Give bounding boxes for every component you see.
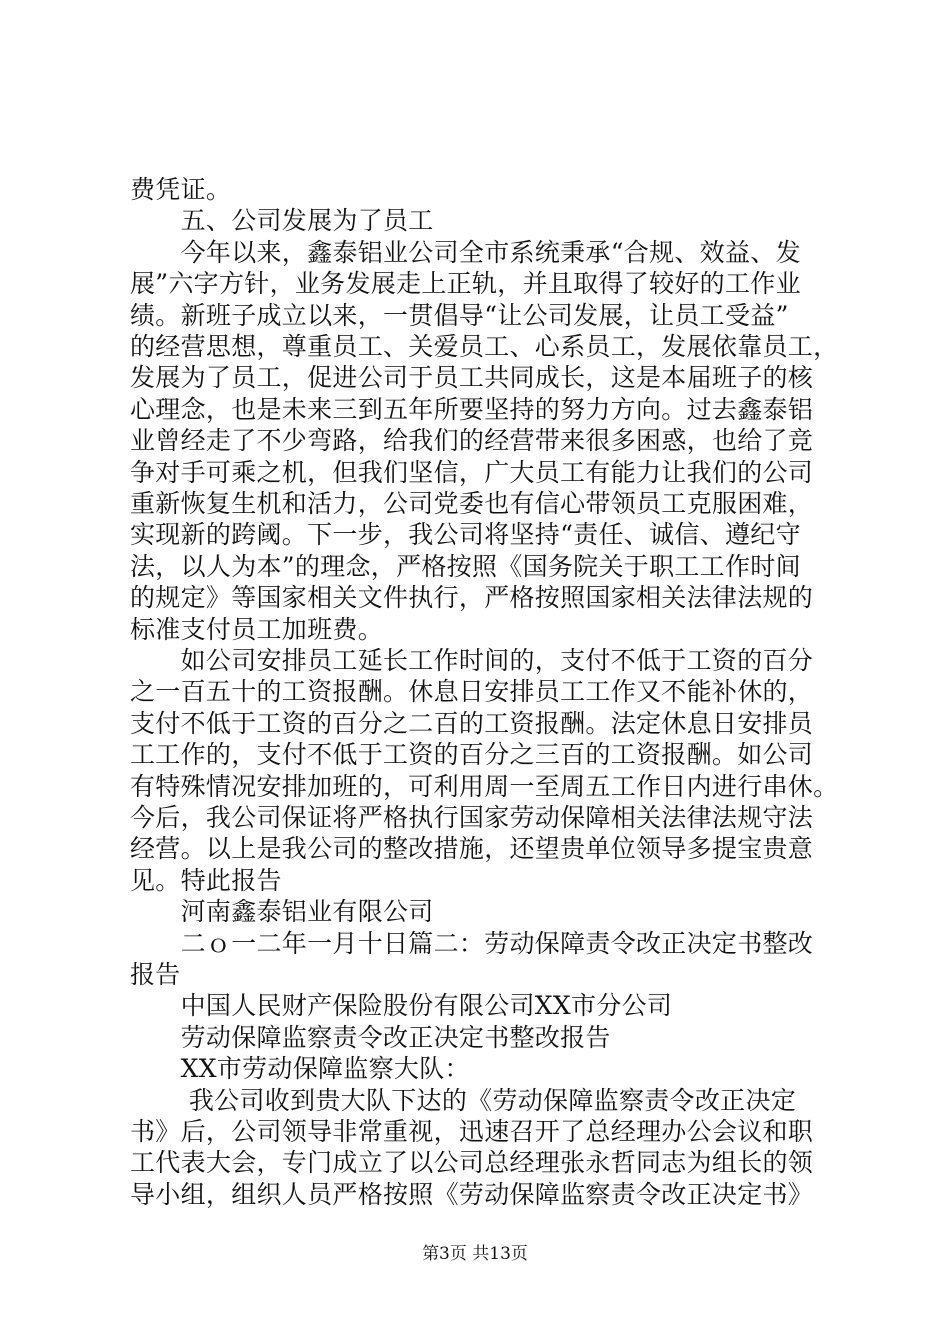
text-line: 的规定》等国家相关文件执行，严格按照国家相关法律法规的 xyxy=(130,583,814,613)
text-line: 支付不低于工资的百分之二百的工资报酬。法定休息日安排员 xyxy=(130,708,814,738)
company-signature: 河南鑫泰铝业有限公司 xyxy=(130,897,434,927)
text-line: 我公司收到贵大队下达的《劳动保障监察责令改正决定 xyxy=(130,1085,797,1115)
text-line: 有特殊情况安排加班的，可利用周一至周五工作日内进行串休。 xyxy=(130,771,839,801)
text-line: 中国人民财产保险股份有限公司XX市分公司 xyxy=(130,991,673,1021)
text-line: 见。特此报告 xyxy=(130,865,282,895)
text-line: 争对手可乘之机，但我们坚信，广大员工有能力让我们的公司 xyxy=(130,457,814,487)
report-title: 劳动保障监察责令改正决定书整改报告 xyxy=(130,1022,611,1052)
text-line: 业曾经走了不少弯路，给我们的经营带来很多困惑，也给了竞 xyxy=(130,426,814,456)
text-line: 工代表大会，专门成立了以公司总经理张永哲同志为组长的领 xyxy=(130,1148,814,1178)
text-line: 之一百五十的工资报酬。休息日安排员工工作又不能补休的， xyxy=(130,677,814,707)
text-line: 展”六字方针，业务发展走上正轨，并且取得了较好的工作业 xyxy=(130,269,801,299)
text-line: 实现新的跨阈。下一步，我公司将坚持“责任、诚信、遵纪守 xyxy=(130,520,801,550)
section-heading: 五、公司发展为了员工 xyxy=(130,206,434,236)
text-line: 经营。以上是我公司的整改措施，还望贵单位领导多提宝贵意 xyxy=(130,834,814,864)
text-line: 今年以来，鑫泰铝业公司全市系统秉承“合规、效益、发 xyxy=(130,237,801,267)
text-line: 导小组，组织人员严格按照《劳动保障监察责令改正决定书》 xyxy=(130,1179,814,1209)
addressee: XX市劳动保障监察大队： xyxy=(130,1054,470,1084)
page-number-footer: 第3页 共13页 xyxy=(422,1244,528,1264)
text-line: 标准支付员工加班费。 xyxy=(130,614,384,644)
text-line: 工工作的，支付不低于工资的百分之三百的工资报酬。如公司 xyxy=(130,740,814,770)
date-and-next-title: 二ｏ一二年一月十日篇二：劳动保障责令改正决定书整改 xyxy=(130,928,814,958)
text-line: 报告 xyxy=(130,960,181,989)
text-line: 如公司安排员工延长工作时间的，支付不低于工资的百分 xyxy=(130,646,814,675)
text-line: 今后，我公司保证将严格执行国家劳动保障相关法律法规守法 xyxy=(130,803,814,832)
text-line: 发展为了员工，促进公司于员工共同成长，这是本届班子的核 xyxy=(130,363,814,393)
text-line: 费凭证。 xyxy=(130,175,232,204)
text-line: 的经营思想，尊重员工、关爱员工、心系员工，发展依靠员工， xyxy=(130,332,839,361)
text-line: 法，以人为本”的理念，严格按照《国务院关于职工工作时间 xyxy=(130,551,801,581)
text-line: 绩。新班子成立以来，一贯倡导“让公司发展，让员工受益” xyxy=(130,300,789,330)
text-line: 书》后，公司领导非常重视，迅速召开了总经理办公会议和职 xyxy=(130,1117,814,1146)
text-line: 心理念，也是未来三到五年所要坚持的努力方向。过去鑫泰铝 xyxy=(130,394,814,424)
text-line: 重新恢复生机和活力，公司党委也有信心带领员工克服困难， xyxy=(130,489,814,518)
